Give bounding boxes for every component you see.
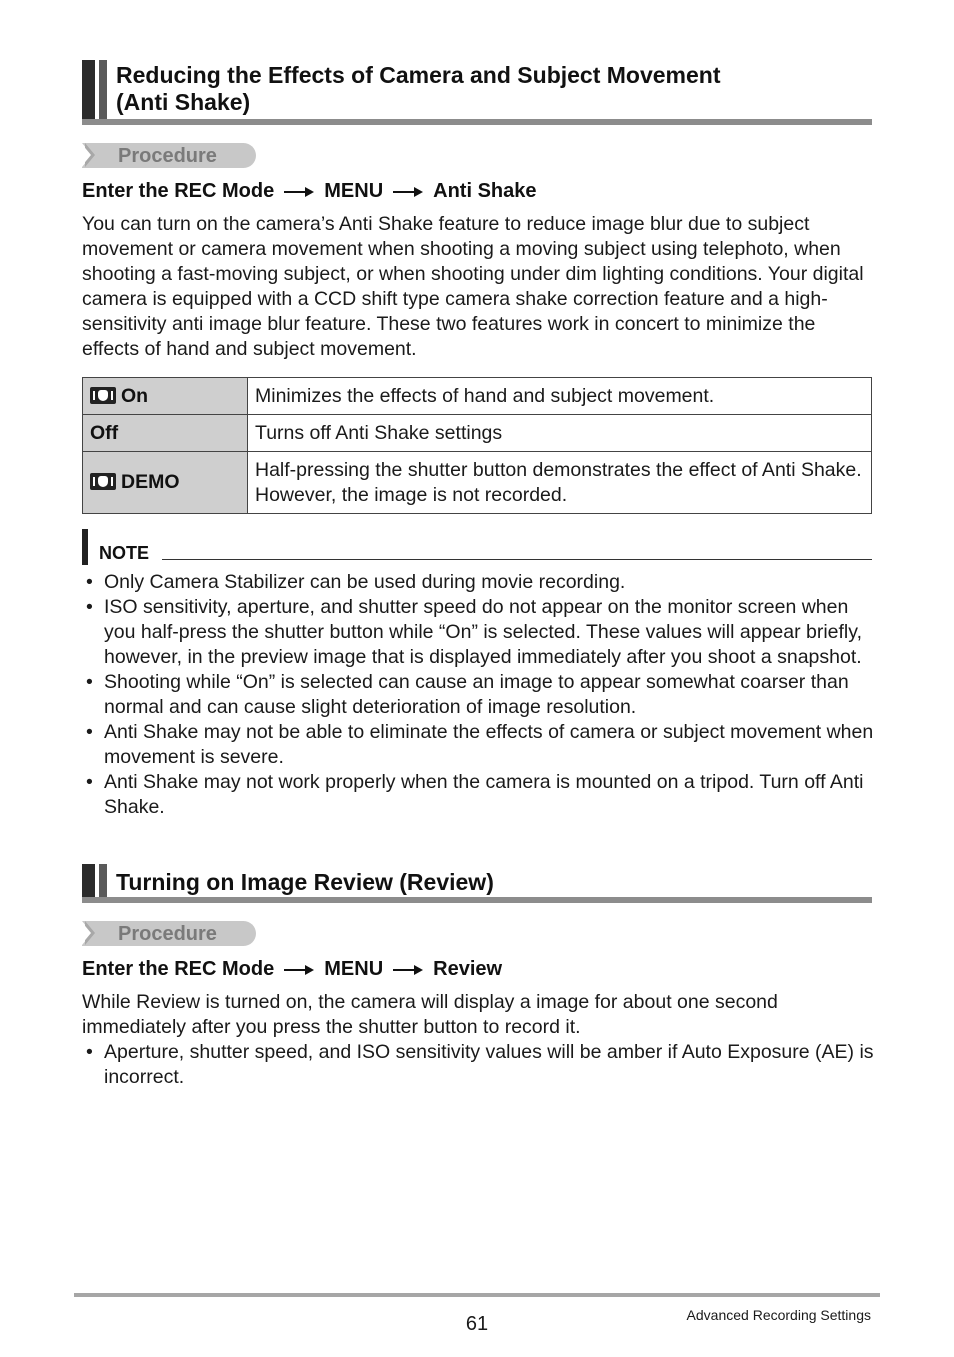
list-item: • Anti Shake may not work properly when the camera is mounted on a tripod. Turn off Anti Shake. [82,770,874,820]
menu-path: Enter the REC Mode MENU Anti Shake [82,180,537,202]
list-item: • Shooting while “On” is selected can cause an image to appear somewhat coarser than normal and can cause slight deterioration of image resolution. [82,670,874,720]
menu-path: Enter the REC Mode MENU Review [82,958,503,980]
option-desc: Turns off Anti Shake settings [248,415,872,452]
review-list [82,1040,874,1090]
heading-rule [82,119,872,125]
heading-marker [82,864,110,897]
body-paragraph: You can turn on the camera’s Anti Shake feature to reduce image blur due to subject movement or camera movement when shooting a moving subject using telephoto, when shooting a fast-moving subject, or when shooting under dim lighting conditions. Your digital camera is equipped with a CCD shift type camera shake correction feature and a high-sensitivity anti image blur feature. These two features work in concert to minimize the effects of hand and subject movement. [82,213,864,360]
table-row [83,452,872,514]
footer-section-name: Advanced Recording Settings [686,1307,871,1323]
arrow-right-icon [393,187,423,197]
arrow-right-icon [284,187,314,197]
list-item: • ISO sensitivity, aperture, and shutter speed do not appear on the monitor screen when you half-press the shutter button while “On” is selected. These values will appear briefly, however, in the preview image that is displayed immediately after you shoot a snapshot. [82,595,874,670]
option-key: On [83,378,248,415]
heading-marker [82,60,110,119]
list-item: • Aperture, shutter speed, and ISO sensitivity values will be amber if Auto Exposure (AE) is incorrect. [82,1040,874,1090]
arrow-right-icon [393,965,423,975]
section-title: Reducing the Effects of Camera and Subject Movement (Anti Shake) [116,62,721,115]
section-heading-review [82,864,872,903]
anti-shake-icon [90,387,116,404]
section-heading-anti-shake [82,60,872,125]
body-paragraph: While Review is turned on, the camera will display a image for about one second immediately after you press the shutter button to record it. [82,991,778,1038]
procedure-tag: Procedure [82,921,256,946]
footer-rule [74,1293,880,1297]
arrow-right-icon [284,965,314,975]
note-list [82,570,874,820]
table-row [83,378,872,415]
list-item: • Anti Shake may not be able to eliminate the effects of camera or subject movement when movement is severe. [82,720,874,770]
option-desc: Minimizes the effects of hand and subject movement. [248,378,872,415]
list-item: • Only Camera Stabilizer can be used during movie recording. [82,570,874,595]
note-rule [162,559,872,560]
table-row [83,415,872,452]
section-title: Turning on Image Review (Review) [116,869,494,895]
option-desc: Half-pressing the shutter button demonstrates the effect of Anti Shake. However, the image is not recorded. [248,452,872,514]
note-marker [82,529,88,565]
anti-shake-icon [90,473,116,490]
heading-rule [82,897,872,903]
page-number: 61 [465,1313,489,1335]
option-key: DEMO [83,452,248,514]
procedure-tag: Procedure [82,143,256,168]
option-key: Off [83,415,248,452]
anti-shake-options-table [82,377,872,514]
note-heading: NOTE [82,529,872,565]
